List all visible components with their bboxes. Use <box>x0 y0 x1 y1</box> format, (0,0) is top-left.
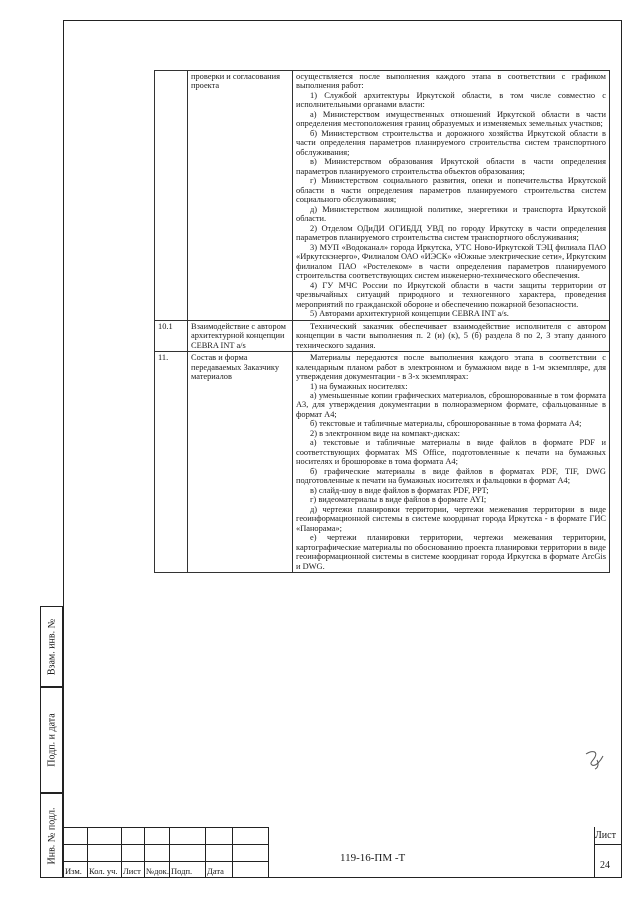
row-title: Состав и форма передаваемых Заказчику материалов <box>188 352 293 573</box>
stamp-col-label: Подп. <box>171 866 193 876</box>
stamp-col-label: №док. <box>146 866 169 876</box>
sidebar-inv-podl <box>40 793 63 878</box>
paragraph: Технический заказчик обеспечивает взаимодействие исполнителя с автором концепции в части выполнения п. 2 (и) (к), 5 (б) раздела 8 по 2, 3 этапу данного технического задания. <box>296 321 606 350</box>
paragraph: б) графические материалы в виде файлов в форматах PDF, TIF, DWG подготовленные к печати на бумажных носителях и фальцовки в формат А4; <box>296 466 606 486</box>
sidebar-vzam-label: Взам. инв. № <box>46 618 57 675</box>
sheet-number: 24 <box>600 860 610 871</box>
paragraph: а) уменьшенные копии графических материалов, сброшюрованные в том формата А3, для утверждения документации в полноразмерном формате, сфальцованные в формат А4; <box>296 390 606 419</box>
sheet-label: Лист <box>595 830 616 841</box>
paragraph: д) Министерством жилищной политике, энергетики и транспорта Иркутской области. <box>296 204 606 224</box>
paragraph: 1) Службой архитектуры Иркутской области, в том числе совместно с исполнительными органами власти: <box>296 90 606 110</box>
paragraph: г) Министерством социального развития, опеки и попечительства Иркутской области в части определения параметров планируемого строительства систем социального обслуживания; <box>296 176 606 205</box>
paragraph: 3) МУП «Водоканал» города Иркутска, УТС Ново-Иркутской ТЭЦ филиала ПАО «Иркутскэнерго», Филиалом ОАО «ИЭСК» «Южные электрические сети», Иркутским филиалом ПАО «Ростелеком» в части определения параметров планируемого строительства соответствующих систем инженерно-технического обеспечения. <box>296 242 606 281</box>
row-number: 10.1 <box>155 320 188 351</box>
stamp-col-label: Дата <box>207 866 224 876</box>
spec-table <box>154 70 610 573</box>
sidebar-vzam <box>40 606 63 687</box>
stamp-col-label: Кол. уч. <box>89 866 118 876</box>
paragraph: 5) Авторами архитектурной концепции CEBRA INT a/s. <box>310 309 509 319</box>
paragraph: а) Министерством имущественных отношений Иркутской области в части определения местоположения границ образуемых и изменяемых земельных участков; <box>296 109 606 129</box>
row-number <box>155 71 188 321</box>
paragraph: 4) ГУ МЧС России по Иркутской области в части защиты территории от чрезвычайных ситуаций природного и техногенного характера, проведения мероприятий по гражданской обороне и обеспечению пожарной безопасности. <box>296 280 606 309</box>
table-row <box>155 320 610 351</box>
sidebar-inv-podl-label: Инв. № подл. <box>46 807 57 864</box>
paragraph: г) видеоматериалы в виде файлов в формате AYI; <box>310 495 487 505</box>
paragraph: б) Министерством строительства и дорожного хозяйства Иркутской области в части определения параметров планируемого строительства систем транспортного обслуживания; <box>296 128 606 157</box>
paragraph: в) Министерством образования Иркутской области в части определения параметров планируемого строительства объектов образования; <box>296 157 606 176</box>
paragraph: д) чертежи планировки территории, чертежи межевания территории в виде геоинформационной системы в системе координат города Иркутска - в формате ГИС «Панорама»; <box>296 504 606 533</box>
stamp-col-label: Изм. <box>65 866 82 876</box>
sidebar-podp-data <box>40 687 63 793</box>
paragraph: осуществляется после выполнения каждого этапа в соответствии с графиком выполнения работ: <box>296 72 606 91</box>
table-row <box>155 352 610 573</box>
sidebar-podp-data-label: Подп. и дата <box>46 713 57 767</box>
row-number: 11. <box>155 352 188 573</box>
row-title: Взаимодействие с автором архитектурной концепции CEBRA INT a/s <box>188 320 293 351</box>
paragraph: б) текстовые и табличные материалы, сброшюрованные в тома формата А4; <box>310 419 582 429</box>
row-content <box>293 320 610 351</box>
paragraph: Материалы передаются после выполнения каждого этапа в соответствии с календарным планом работ в электронном и бумажном виде в 1-м экземпляре, для утверждения документации - в 3-х экземплярах: <box>296 353 606 382</box>
row-content <box>293 71 610 321</box>
paragraph: 2) Отделом ОДиДИ ОГИБДД УВД по городу Иркутску в части определения параметров планируемого строительства систем транспортного обслуживания; <box>296 223 606 243</box>
stamp-col-label: Лист <box>123 866 141 876</box>
table-row <box>155 71 610 321</box>
signature-mark <box>583 748 607 770</box>
document-code: 119-16-ПМ -Т <box>340 852 406 864</box>
paragraph: а) текстовые и табличные материалы в виде файлов в формате PDF и соответствующих форматах MS Office, подготовленные к печати на бумажных носителях и брошюровке в тома формата А4; <box>296 438 606 467</box>
paragraph: 1) на бумажных носителях: <box>310 381 408 391</box>
row-title: проверки и согласования проекта <box>188 71 293 321</box>
paragraph: е) чертежи планировки территории, чертежи межевания территории, картографические материалы по обоснованию проекта планировки территории в виде геоинформационной системы в системе координат города Иркутска в формате ArcGis и DWG. <box>296 533 606 571</box>
paragraph: 2) в электронном виде на компакт-дисках: <box>310 428 460 438</box>
paragraph: в) слайд-шоу в виде файлов в форматах PDF, PPT; <box>310 485 489 495</box>
row-content <box>293 352 610 573</box>
